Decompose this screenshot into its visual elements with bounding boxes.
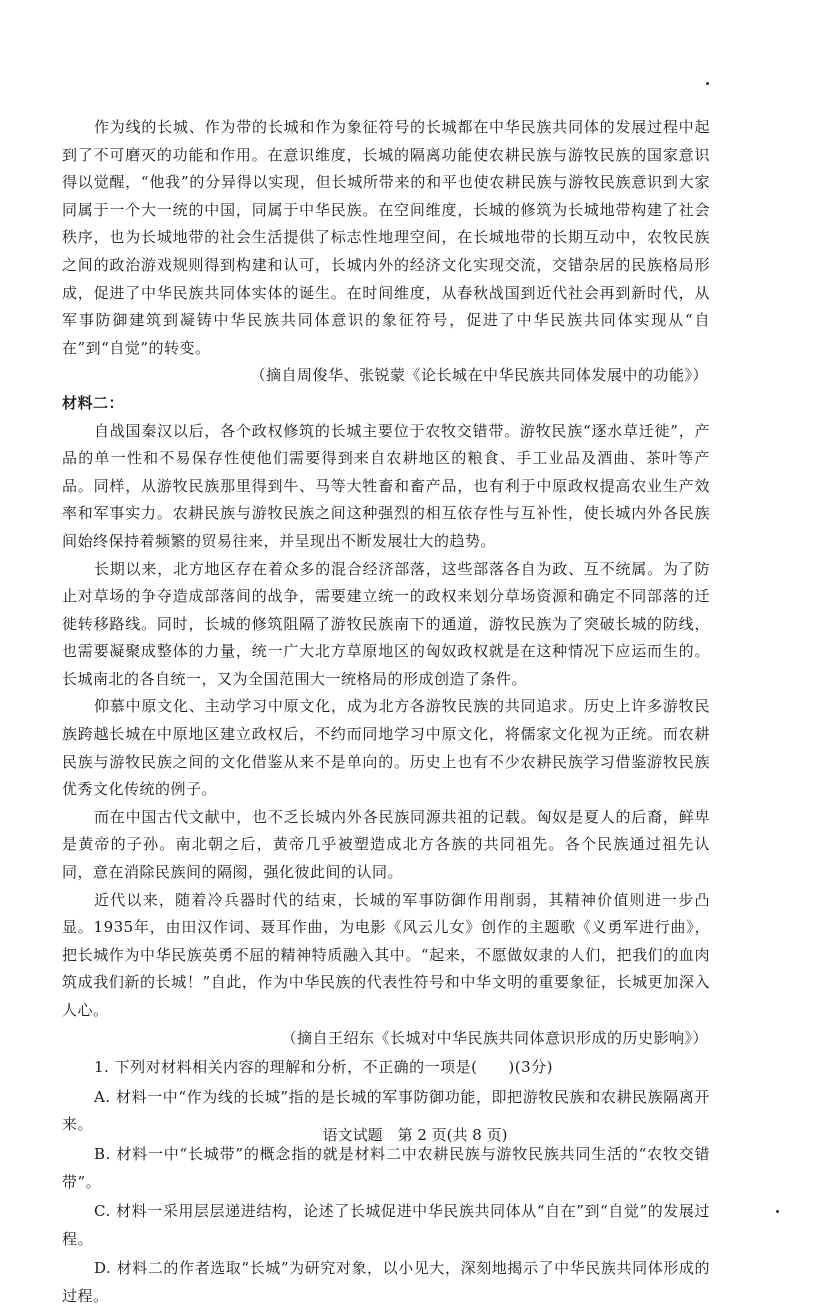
material1-source: （摘自周俊华、张锐蒙《论长城在中华民族共同体发展中的功能》） bbox=[250, 366, 708, 385]
question-stem: 1. 下列对材料相关内容的理解和分析，不正确的一项是( )(3分) bbox=[94, 1058, 554, 1077]
material1-paragraph: 作为线的长城、作为带的长城和作为象征符号的长城都在中华民族共同体的发展过程中起到了不可磨灭的功能和作用。在意识维度，长城的隔离功能使农耕民族与游牧民族的国家意识得以觉醒，“他我”的分异得以实现，但长城所带来的和平也使农耕民族与游牧民族意识到大家同属于一个大一统的中国，同属于中华民族。在空间维度，长城的修筑为长城地带构建了社会秩序，也为长城地带的社会生活提供了标志性地理空间，在长城地带的长期互动中，农牧民族之间的政治游戏规则得到构建和认可，长城内外的经济文化实现交流，交错杂居的民族格局形成，促进了中华民族共同体实体的诞生。在时间维度，从春秋战国到近代社会再到新时代，从军事防御建筑到凝铸中华民族共同体意识的象征符号，促进了中华民族共同体实现从“自在”到“自觉”的转变。 bbox=[62, 118, 710, 357]
material2-paragraph: 长期以来，北方地区存在着众多的混合经济部落，这些部落各自为政、互不统属。为了防止对草场的争夺造成部落间的战争，需要建立统一的政权来划分草场资源和确定不同部落的迁徙转移路线。同时，长城的修筑阻隔了游牧民族南下的通道，游牧民族为了突破长城的防线，也需要凝聚成整体的力量，统一广大北方草原地区的匈奴政权就是在这种情况下应运而生的。长城南北的各自统一，又为全国范围大一统格局的形成创造了条件。 bbox=[62, 559, 710, 688]
question-option-a: A. 材料一中“作为线的长城”指的是长城的军事防御功能，即把游牧民族和农耕民族隔离开来。 bbox=[62, 1087, 710, 1134]
scan-speck bbox=[706, 82, 709, 85]
material2-paragraph: 仰慕中原文化、主动学习中原文化，成为北方各游牧民族的共同追求。历史上许多游牧民族跨越长城在中原地区建立政权后，不约而同地学习中原文化，将儒家文化视为正统。而农耕民族与游牧民族之间的文化借鉴从来不是单向的。历史上也有不少农耕民族学习借鉴游牧民族优秀文化传统的例子。 bbox=[62, 697, 710, 799]
material2-heading: 材料二： bbox=[62, 393, 125, 412]
scan-speck bbox=[776, 1210, 779, 1213]
material2-paragraph: 自战国秦汉以后，各个政权修筑的长城主要位于农牧交错带。游牧民族“逐水草迁徙”，产品的单一性和不易保存性使他们需要得到来自农耕地区的粮食、手工业品及酒曲、茶叶等产品。同样，从游牧民族那里得到牛、马等大牲畜和畜产品，也有利于中原政权提高农业生产效率和军事实力。农耕民族与游牧民族之间这种强烈的相互依存性与互补性，使长城内外各民族间始终保持着频繁的贸易往来，并呈现出不断发展壮大的趋势。 bbox=[62, 421, 710, 550]
question-option-b: B. 材料一中“长城带”的概念指的就是材料二中农耕民族与游牧民族共同生活的“农牧交错带”。 bbox=[62, 1144, 710, 1191]
page-footer: 语文试题 第 2 页(共 8 页) bbox=[322, 1126, 508, 1144]
material2-paragraph: 近代以来，随着冷兵器时代的结束，长城的军事防御作用削弱，其精神价值则进一步凸显。1935年，由田汉作词、聂耳作曲，为电影《风云儿女》创作的主题歌《义勇军进行曲》，把长城作为中华民族英勇不屈的精神特质融入其中。“起来，不愿做奴隶的人们，把我们的血肉筑成我们新的长城！”自此，作为中华民族的代表性符号和中华文明的重要象征，长城更加深入人心。 bbox=[62, 890, 710, 1019]
material2-paragraph: 而在中国古代文献中，也不乏长城内外各民族同源共祖的记载。匈奴是夏人的后裔，鲜卑是黄帝的子孙。南北朝之后，黄帝几乎被塑造成北方各族的共同祖先。各个民族通过祖先认同，意在消除民族间的隔阂，强化彼此间的认同。 bbox=[62, 807, 710, 882]
question-option-c: C. 材料一采用层层递进结构，论述了长城促进中华民族共同体从“自在”到“自觉”的发展过程。 bbox=[62, 1202, 710, 1248]
question-option-d: D. 材料二的作者选取“长城”为研究对象，以小见大，深刻地揭示了中华民族共同体形成的过程。 bbox=[62, 1259, 710, 1305]
material2-source: （摘自王绍东《长城对中华民族共同体意识形成的历史影响》） bbox=[281, 1028, 708, 1047]
